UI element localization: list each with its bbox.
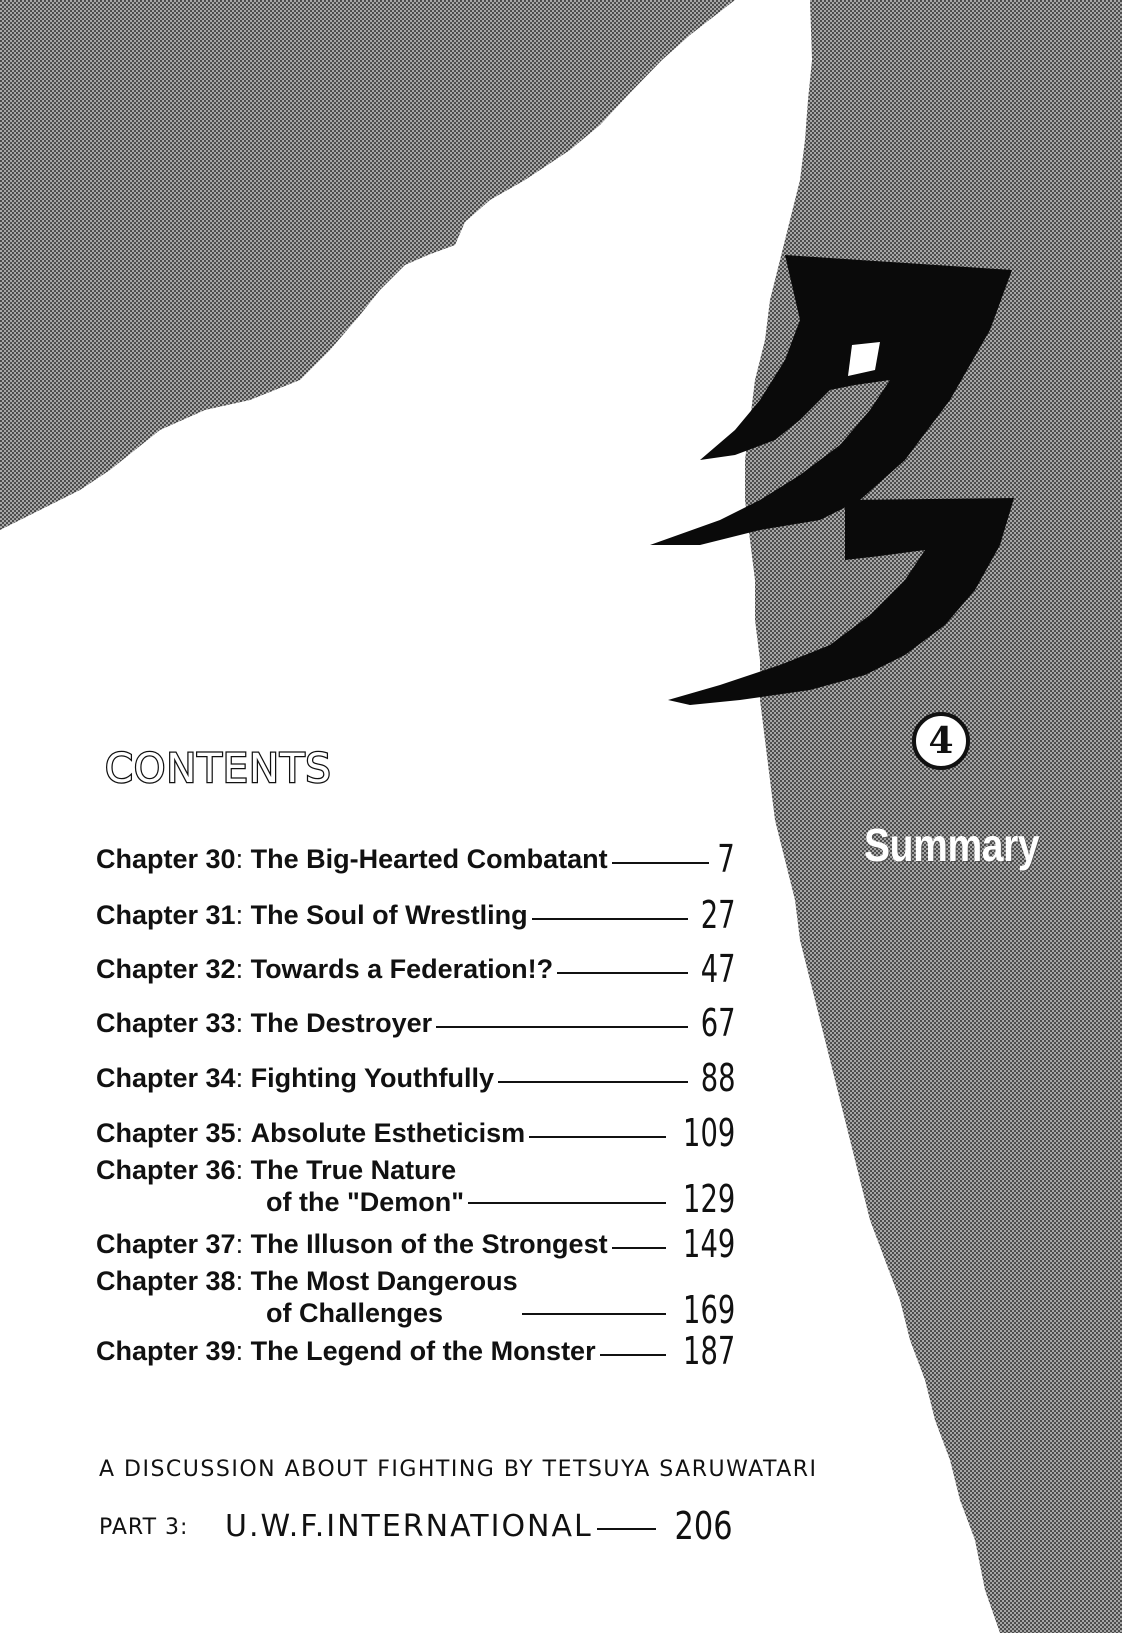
dot-leader <box>529 1136 666 1138</box>
chapter-separator: : <box>235 1008 251 1038</box>
contents-heading: CONTENTS <box>105 746 332 792</box>
chapter-title: The Most Dangerous <box>250 1266 518 1296</box>
chapter-number: Chapter 38 <box>96 1266 236 1296</box>
chapter-title: The Big-Hearted Combatant <box>250 844 608 874</box>
chapter-separator: : <box>235 900 251 930</box>
toc-entry-label <box>96 1059 494 1097</box>
dot-leader <box>612 1247 666 1249</box>
chapter-title: The Destroyer <box>250 1008 433 1038</box>
chapter-separator: : <box>235 844 251 874</box>
toc-row[interactable] <box>96 1329 735 1373</box>
chapter-separator: : <box>235 1266 251 1296</box>
dot-leader <box>468 1202 666 1204</box>
toc-entry-label <box>96 1225 608 1263</box>
toc-entry-label <box>96 1265 518 1329</box>
chapter-number: Chapter 31 <box>96 900 236 930</box>
dot-leader <box>612 862 710 864</box>
toc-entry-label <box>96 1004 432 1042</box>
page-number: 88 <box>700 1056 735 1100</box>
toc-row[interactable] <box>96 1265 735 1332</box>
toc-entry-label <box>96 950 553 988</box>
chapter-number: Chapter 33 <box>96 1008 236 1038</box>
toc-row[interactable] <box>96 837 735 881</box>
toc-row[interactable] <box>96 1111 735 1155</box>
part-label: PART 3: <box>99 1515 189 1540</box>
chapter-number: Chapter 39 <box>96 1336 236 1366</box>
chapter-title: Fighting Youthfully <box>250 1063 495 1093</box>
page-number: 109 <box>682 1111 735 1155</box>
toc-entry-label <box>96 1154 464 1218</box>
dot-leader <box>557 972 687 974</box>
volume-number-badge <box>912 712 970 770</box>
page-number: 27 <box>700 893 735 937</box>
chapter-title: Towards a Federation!? <box>250 954 554 984</box>
chapter-number: Chapter 36 <box>96 1155 236 1185</box>
chapter-title-line2: of the "Demon" <box>266 1187 465 1217</box>
volume-number: 4 <box>928 720 954 762</box>
chapter-title: The True Nature <box>250 1155 457 1185</box>
page-number: 129 <box>682 1177 735 1221</box>
toc-row[interactable] <box>96 1154 735 1221</box>
chapter-title: Absolute Estheticism <box>250 1118 526 1148</box>
summary-label: Summary <box>864 819 1040 871</box>
chapter-number: Chapter 32 <box>96 954 236 984</box>
page-number: 47 <box>700 947 735 991</box>
toc-entry-label <box>96 1114 525 1152</box>
chapter-separator: : <box>235 954 251 984</box>
chapter-number: Chapter 37 <box>96 1229 236 1259</box>
chapter-title: The Illuson of the Strongest <box>250 1229 608 1259</box>
page-number: 206 <box>674 1504 733 1548</box>
chapter-title: The Legend of the Monster <box>250 1336 596 1366</box>
toc-entry-label <box>96 896 528 934</box>
chapter-separator: : <box>235 1155 251 1185</box>
toc-row[interactable] <box>96 1056 735 1100</box>
page-number: 149 <box>682 1222 735 1266</box>
chapter-separator: : <box>235 1229 251 1259</box>
dot-leader <box>522 1313 666 1315</box>
page-number: 67 <box>700 1001 735 1045</box>
chapter-separator: : <box>235 1336 251 1366</box>
toc-row[interactable] <box>96 1001 735 1045</box>
chapter-separator: : <box>235 1063 251 1093</box>
chapter-number: Chapter 30 <box>96 844 236 874</box>
chapter-title: The Soul of Wrestling <box>250 900 528 930</box>
chapter-title-line2: of Challenges <box>266 1298 444 1328</box>
screentone-sky-left <box>0 0 735 530</box>
toc-row[interactable] <box>96 947 735 991</box>
dot-leader <box>600 1354 666 1356</box>
dot-leader <box>532 918 688 920</box>
page-number: 7 <box>717 837 735 881</box>
dot-leader <box>436 1026 687 1028</box>
chapter-number: Chapter 35 <box>96 1118 236 1148</box>
discussion-heading: A DISCUSSION ABOUT FIGHTING BY TETSUYA SARUWATARI <box>99 1457 818 1482</box>
page-number: 169 <box>682 1288 735 1332</box>
dot-leader <box>498 1081 687 1083</box>
discussion-part-row[interactable] <box>99 1506 733 1546</box>
chapter-separator: : <box>235 1118 251 1148</box>
part-title: U.W.F.INTERNATIONAL <box>225 1509 593 1544</box>
screentone-right-band <box>745 0 1122 1633</box>
toc-entry-label <box>96 840 608 878</box>
page-number: 187 <box>682 1329 735 1373</box>
toc-row[interactable] <box>96 893 735 937</box>
toc-entry-label <box>96 1332 596 1370</box>
dot-leader <box>597 1528 657 1530</box>
toc-row[interactable] <box>96 1222 735 1266</box>
chapter-number: Chapter 34 <box>96 1063 236 1093</box>
